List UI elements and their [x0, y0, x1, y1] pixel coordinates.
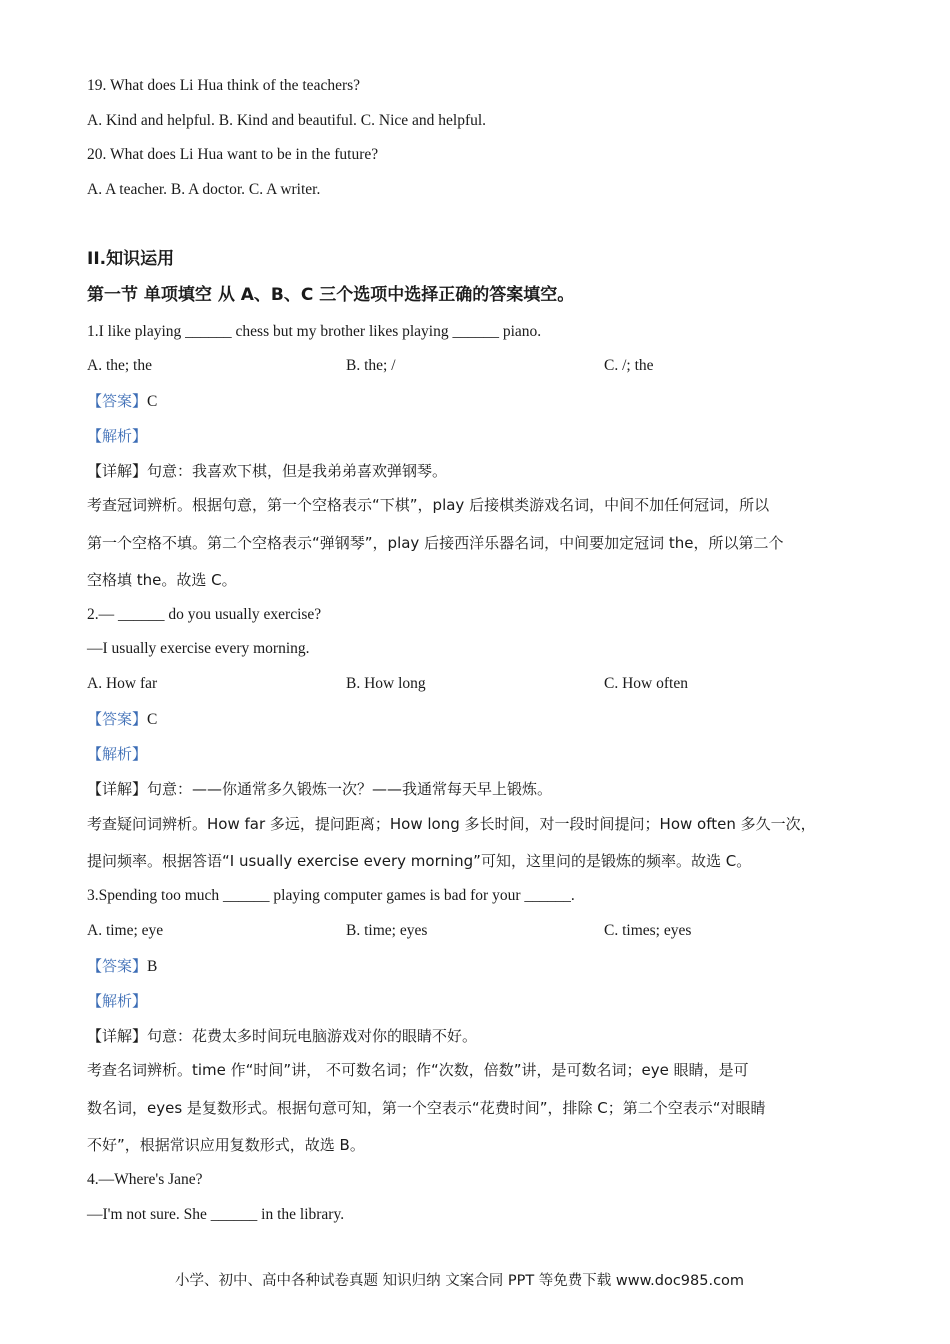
item-1-option-a: A. the; the: [87, 357, 152, 374]
item-2-analysis-tag: 【解析】: [87, 745, 148, 763]
question-19: 19. What does Li Hua think of the teachers?: [87, 77, 361, 94]
answer-tag: 【答案】: [87, 957, 148, 975]
detail-tag: 【详解】: [87, 1027, 148, 1045]
answer-tag: 【答案】: [87, 710, 148, 728]
item-4-response: —I'm not sure. She ______ in the library.: [87, 1206, 345, 1223]
item-3-explain-line: 不好”，根据常识应用复数形式，故选 B。: [87, 1136, 365, 1154]
item-3-explain-line: 数名词，eyes 是复数形式。根据句意可知，第一个空表示“花费时间”，排除 C；第二个空表示“对眼睛: [87, 1099, 766, 1117]
item-3-option-b: B. time; eyes: [346, 922, 428, 939]
item-1-explain-line: 考查冠词辨析。根据句意，第一个空格表示“下棋”，play 后接棋类游戏名词，中间不加任何冠词，所以: [87, 496, 770, 514]
item-1-analysis-tag: 【解析】: [87, 427, 148, 445]
item-3-answer: [87, 956, 157, 977]
item-2-question: 2.— ______ do you usually exercise?: [87, 606, 322, 623]
answer-value: C: [147, 393, 158, 410]
section-title: II.知识运用: [87, 249, 175, 269]
item-3-option-c: C. times; eyes: [604, 922, 692, 939]
item-2-answer: [87, 709, 157, 730]
detail-tag: 【详解】: [87, 462, 148, 480]
page-footer: 小学、初中、高中各种试卷真题 知识归纳 文案合同 PPT 等免费下载 www.doc985.com: [175, 1273, 745, 1289]
item-2-detail: [87, 779, 552, 799]
item-3-detail: [87, 1026, 477, 1046]
section-subtitle: 第一节 单项填空 从 A、B、C 三个选项中选择正确的答案填空。: [87, 285, 575, 305]
question-20-options: A. A teacher. B. A doctor. C. A writer.: [87, 181, 321, 198]
detail-tag: 【详解】: [87, 780, 148, 798]
item-3-explain-line: 考查名词辨析。time 作“时间”讲， 不可数名词；作“次数，倍数”讲，是可数名词；eye 眼睛，是可: [87, 1061, 749, 1079]
item-1-question: 1.I like playing ______ chess but my brother likes playing ______ piano.: [87, 323, 542, 340]
answer-value: B: [147, 958, 158, 975]
detail-text: 句意：花费太多时间玩电脑游戏对你的眼睛不好。: [147, 1027, 478, 1045]
item-2-option-a: A. How far: [87, 675, 158, 692]
detail-text: 句意：——你通常多久锻炼一次？——我通常每天早上锻炼。: [147, 780, 553, 798]
item-1-option-c: C. /; the: [604, 357, 654, 374]
item-3-question: 3.Spending too much ______ playing computer games is bad for your ______.: [87, 887, 575, 904]
item-1-explain-line: 第一个空格不填。第二个空格表示“弹钢琴”，play 后接西洋乐器名词，中间要加定冠词 the，所以第二个: [87, 534, 784, 552]
item-2-response: —I usually exercise every morning.: [87, 640, 310, 657]
item-1-answer: [87, 391, 157, 412]
item-3-analysis-tag: 【解析】: [87, 992, 148, 1010]
item-1-option-b: B. the; /: [346, 357, 396, 374]
item-4-question: 4.—Where's Jane?: [87, 1171, 203, 1188]
item-2-explain-line: 考查疑问词辨析。How far 多远，提问距离；How long 多长时间，对一段时间提问；How often 多久一次，: [87, 815, 816, 833]
item-1-detail: [87, 461, 447, 481]
question-20: 20. What does Li Hua want to be in the future?: [87, 146, 379, 163]
detail-text: 句意：我喜欢下棋，但是我弟弟喜欢弹钢琴。: [147, 462, 448, 480]
answer-value: C: [147, 711, 158, 728]
item-2-option-c: C. How often: [604, 675, 688, 692]
item-2-explain-line: 提问频率。根据答语“I usually exercise every morning”可知，这里问的是锻炼的频率。故选 C。: [87, 852, 752, 870]
item-2-option-b: B. How long: [346, 675, 426, 692]
answer-tag: 【答案】: [87, 392, 148, 410]
item-3-option-a: A. time; eye: [87, 922, 164, 939]
question-19-options: A. Kind and helpful. B. Kind and beautiful. C. Nice and helpful.: [87, 112, 487, 129]
item-1-explain-line: 空格填 the。故选 C。: [87, 571, 237, 589]
